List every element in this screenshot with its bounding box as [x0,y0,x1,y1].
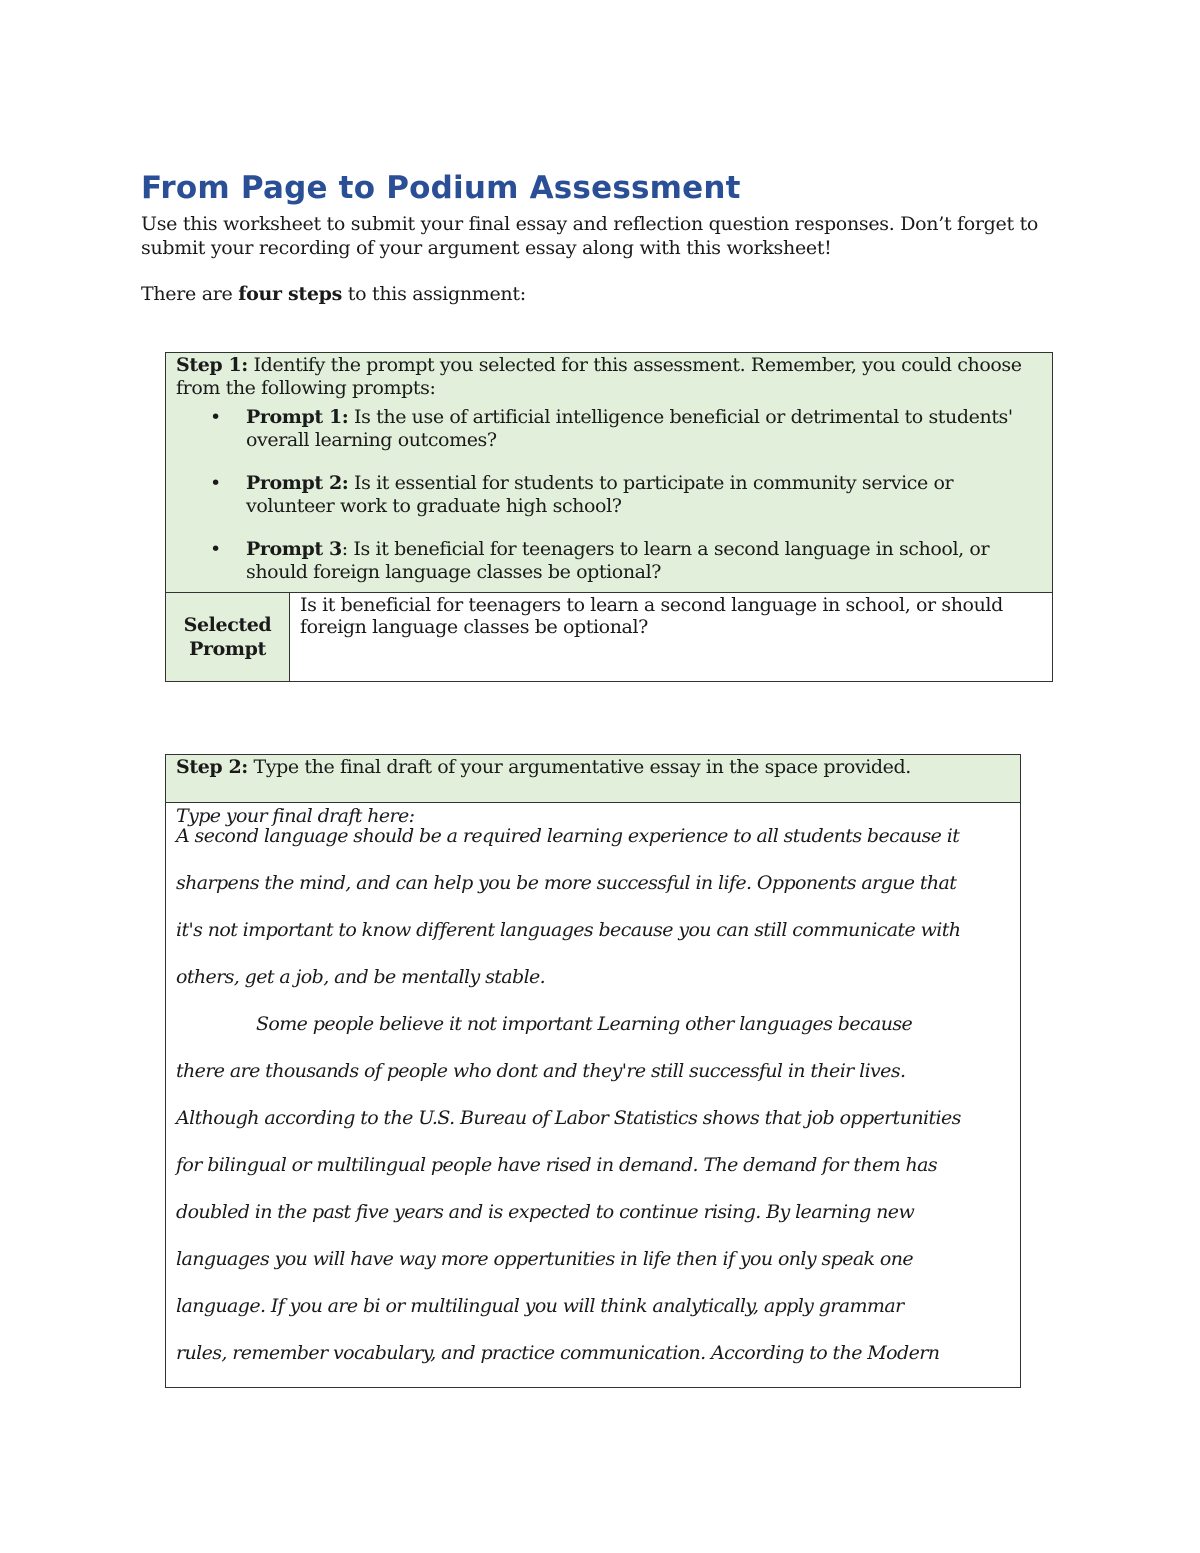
intro-text: Use this worksheet to submit your final essay and reflection question responses. Don’t forget to submit your recording of your argument essay along with this worksheet! [141,213,1039,259]
prompt-item-1 [176,406,1042,452]
prompt-item-2 [176,472,1042,518]
prompt-2-text: Is it essential for students to participate in community service or volunteer work to graduate high school? [246,472,954,517]
essay-line: doubled in the past five years and is expected to continue rising. By learning new [176,1201,915,1223]
steps-intro [141,282,526,306]
essay-line: for bilingual or multilingual people have rised in demand. The demand for them has [176,1154,938,1176]
prompt-3-label: Prompt 3 [246,538,342,560]
step2-text: Type the final draft of your argumentative essay in the space provided. [247,756,911,778]
prompt-1-text: Is the use of artificial intelligence beneficial or detrimental to students' overall learning outcomes? [246,406,1013,451]
steps-intro-suffix: to this assignment: [342,283,526,305]
step1-table [165,352,1053,682]
step2-label: Step 2: [176,756,248,778]
step1-label: Step 1: [176,354,248,376]
essay-line: there are thousands of people who dont and they're still successful in their lives. [176,1060,906,1082]
essay-paragraph-2 [176,1001,1010,1377]
essay-line: Although according to the U.S. Bureau of Labor Statistics shows that job oppertunities [176,1107,961,1129]
prompt-list [176,406,1042,584]
draft-label: Type your final draft here: [176,805,415,827]
bullet-icon: • [210,406,221,428]
essay-paragraph-1 [176,813,1010,1001]
steps-intro-bold: four steps [238,283,343,305]
essay-line: A second language should be a required learning experience to all students because it [176,825,960,847]
page-title: From Page to Podium Assessment [141,170,741,206]
step2-instructions-cell [166,755,1021,803]
step2-table [165,754,1021,1388]
step1-text: Identify the prompt you selected for this assessment. Remember, you could choose from the following prompts: [176,354,1022,399]
selected-prompt-field[interactable]: Is it beneficial for teenagers to learn a second language in school, or should foreign language classes be optional? [290,593,1053,682]
prompt-3-text: : Is it beneficial for teenagers to learn a second language in school, or should foreign language classes be optional? [246,538,990,583]
essay-line: rules, remember vocabulary, and practice communication. According to the Modern [176,1342,940,1364]
essay-line: languages you will have way more oppertunities in life then if you only speak one [176,1248,914,1270]
essay-line: others, get a job, and be mentally stable. [176,966,546,988]
essay-line: sharpens the mind, and can help you be more successful in life. Opponents argue that [176,872,957,894]
essay-draft-field[interactable] [166,803,1021,1388]
essay-line: language. If you are bi or multilingual you will think analytically, apply grammar [176,1295,904,1317]
essay-line: it's not important to know different languages because you can still communicate with [176,919,961,941]
prompt-2-label: Prompt 2: [246,472,349,494]
bullet-icon: • [210,538,221,560]
prompt-item-3 [176,538,1042,584]
prompt-1-label: Prompt 1: [246,406,349,428]
step1-instructions-cell [166,353,1053,593]
selected-prompt-label: Selected Prompt [166,593,290,682]
bullet-icon: • [210,472,221,494]
essay-line: Some people believe it not important Learning other languages because [256,1013,913,1035]
steps-intro-prefix: There are [141,283,239,305]
